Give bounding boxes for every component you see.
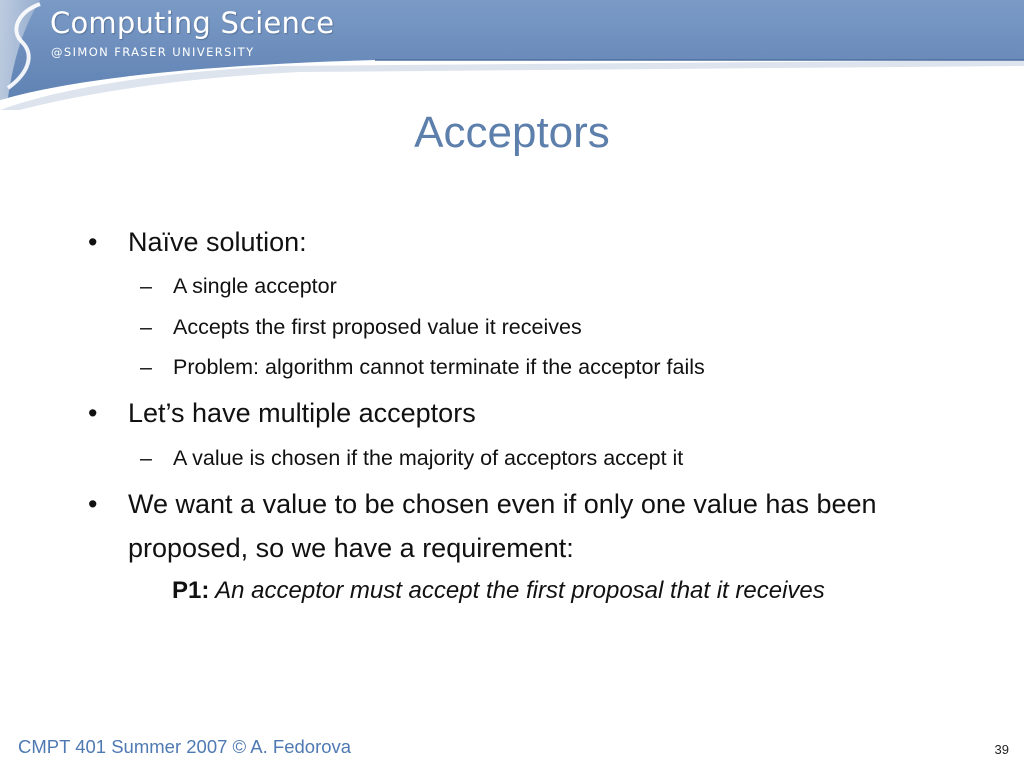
sub-bullet-item xyxy=(140,271,940,301)
dash-marker: – xyxy=(140,274,152,298)
sub-bullet-text: A single acceptor xyxy=(173,274,337,298)
requirement-p1 xyxy=(172,572,872,610)
bullet-marker: • xyxy=(88,227,98,257)
footer-page-number: 39 xyxy=(994,742,1009,757)
bullet-text: We want a value to be chosen even if only one value has been proposed, so we have a requirement: xyxy=(128,489,877,563)
bullet-text: Let’s have multiple acceptors xyxy=(128,398,476,428)
sub-bullet-text: Problem: algorithm cannot terminate if the acceptor fails xyxy=(173,355,705,379)
bullet-item xyxy=(88,220,948,264)
sub-bullet-text: Accepts the first proposed value it receives xyxy=(173,315,582,339)
bullet-marker: • xyxy=(88,489,98,519)
dash-marker: – xyxy=(140,446,152,470)
bullet-item xyxy=(88,482,948,570)
requirement-label: P1: xyxy=(172,577,210,604)
sub-bullet-item xyxy=(140,312,940,342)
bullet-item xyxy=(88,391,948,435)
sub-bullet-item xyxy=(140,443,940,473)
brand-subtitle: @SIMON FRASER UNIVERSITY xyxy=(51,45,255,59)
dash-marker: – xyxy=(140,315,152,339)
footer-course-credit: CMPT 401 Summer 2007 © A. Fedorova xyxy=(18,736,352,757)
dash-marker: – xyxy=(140,355,152,379)
slide-title: Acceptors xyxy=(414,108,610,157)
requirement-text: An acceptor must accept the first proposal that it receives xyxy=(215,577,825,604)
bullet-text: Naïve solution: xyxy=(128,227,307,257)
brand-title: Computing Science xyxy=(50,6,335,40)
sub-bullet-text: A value is chosen if the majority of acceptors accept it xyxy=(173,446,684,470)
sub-bullet-item xyxy=(140,352,940,382)
bullet-marker: • xyxy=(88,398,98,428)
